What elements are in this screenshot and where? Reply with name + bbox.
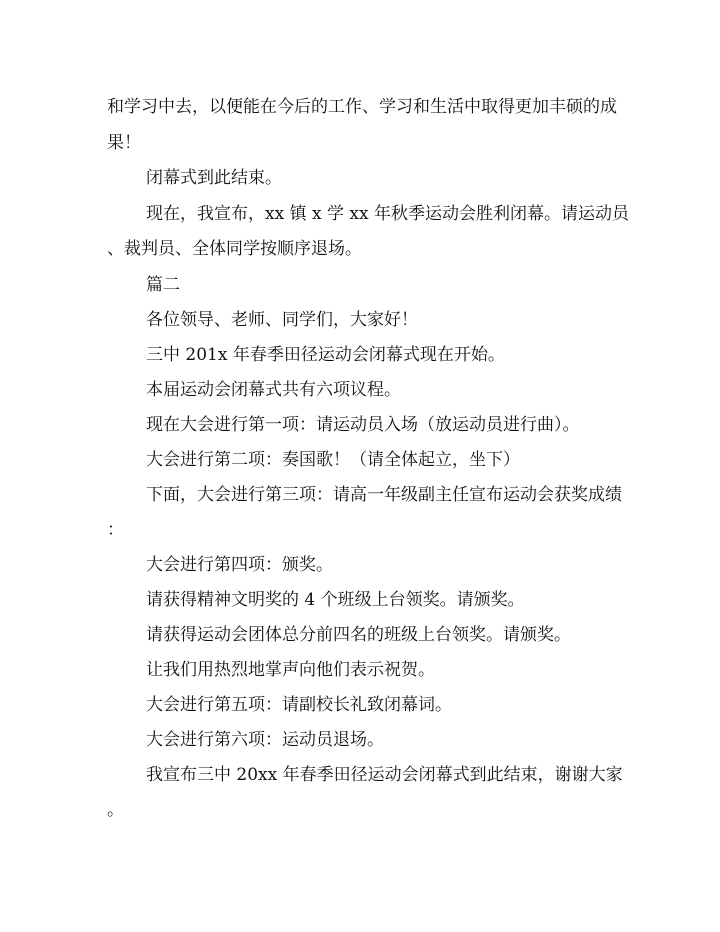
text-line: 闭幕式到此结束。 [146, 168, 282, 188]
text-line: 现在大会进行第一项：请运动员入场（放运动员进行曲）。 [146, 415, 580, 435]
text-line: 大会进行第四项：颁奖。 [146, 555, 333, 575]
text-line: 和学习中去，以便能在今后的工作、学习和生活中取得更加丰硕的成 [107, 97, 617, 117]
text-line: 让我们用热烈地掌声向他们表示祝贺。 [146, 660, 435, 680]
text-line: 大会进行第二项：奏国歌！（请全体起立，坐下） [146, 450, 520, 470]
text-line: 本届运动会闭幕式共有六项议程。 [146, 380, 401, 400]
text-line: ： [107, 520, 124, 540]
text-line: 我宣布三中 20xx 年春季田径运动会闭幕式到此结束，谢谢大家 [146, 765, 623, 785]
text-line: 请获得运动会团体总分前四名的班级上台领奖。请颁奖。 [146, 625, 571, 645]
text-line: 。 [107, 800, 124, 820]
text-line: 三中 201x 年春季田径运动会闭幕式现在开始。 [146, 345, 505, 365]
section-heading: 篇二 [146, 275, 180, 295]
text-line: 大会进行第五项：请副校长礼致闭幕词。 [146, 695, 452, 715]
text-line: 请获得精神文明奖的 4 个班级上台领奖。请颁奖。 [146, 590, 525, 610]
text-line: 现在，我宣布，xx 镇 x 学 xx 年秋季运动会胜利闭幕。请运动员 [146, 204, 629, 224]
text-line: 、裁判员、全体同学按顺序退场。 [107, 239, 362, 259]
text-line: 果！ [107, 133, 141, 153]
text-line: 下面，大会进行第三项：请高一年级副主任宣布运动会获奖成绩 [146, 485, 622, 505]
text-line: 大会进行第六项：运动员退场。 [146, 730, 384, 750]
text-line: 各位领导、老师、同学们，大家好！ [146, 310, 418, 330]
